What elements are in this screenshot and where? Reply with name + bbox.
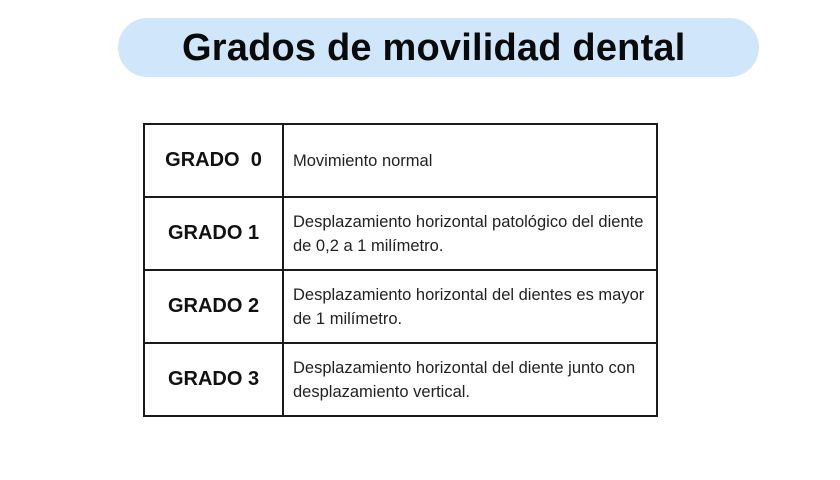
grade-label: GRADO 3 bbox=[144, 343, 283, 416]
table-row bbox=[144, 270, 657, 343]
grade-label: GRADO 2 bbox=[144, 270, 283, 343]
mobility-grades-table bbox=[143, 123, 658, 417]
page-title: Grados de movilidad dental bbox=[182, 27, 686, 69]
grade-label: GRADO 1 bbox=[144, 197, 283, 270]
grade-description: Desplazamiento horizontal del dientes es mayor de 1 milímetro. bbox=[283, 270, 657, 343]
table-row bbox=[144, 343, 657, 416]
table-row bbox=[144, 124, 657, 197]
grade-label: GRADO 0 bbox=[144, 124, 283, 197]
grade-description: Desplazamiento horizontal del diente junto con desplazamiento vertical. bbox=[283, 343, 657, 416]
grade-description: Movimiento normal bbox=[283, 124, 657, 197]
grade-description: Desplazamiento horizontal patológico del diente de 0,2 a 1 milímetro. bbox=[283, 197, 657, 270]
table-row bbox=[144, 197, 657, 270]
